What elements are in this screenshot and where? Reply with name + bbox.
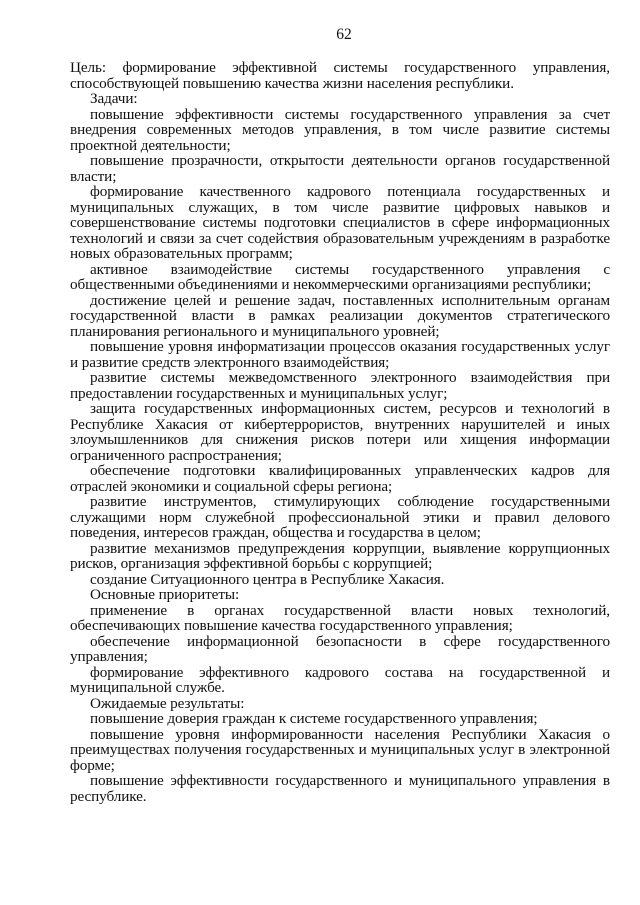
task-item: защита государственных информационных систем, ресурсов и технологий в Республике Хакасия от кибертеррористов, внутренних нарушителей и иных злоумышленников для снижения рисков потери или хищения информации ограниченного распространения; [70, 400, 610, 464]
task-item: повышение эффективности системы государственного управления за счет внедрения современных методов управления, в том числе развитие системы проектной деятельности; [70, 105, 610, 154]
task-item: развитие системы межведомственного электронного взаимодействия при предоставлении государственных и муниципальных услуг; [70, 369, 610, 402]
task-item: достижение целей и решение задач, поставленных исполнительным органам государственной власти в рамках реализации документов стратегического планирования регионального и муниципального уровней; [70, 291, 610, 340]
result-item: повышение уровня информированности населения Республики Хакасия о преимуществах получения государственных и муниципальных услуг в электронной форме; [70, 725, 610, 774]
priorities-heading: Основные приоритеты: [90, 586, 240, 603]
goal-paragraph: Цель: формирование эффективной системы государственного управления, способствующей повышению качества жизни населения республики. [70, 59, 610, 92]
priority-item: обеспечение информационной безопасности в сфере государственного управления; [70, 632, 610, 665]
priority-item: формирование эффективного кадрового состава на государственной и муниципальной службе. [70, 663, 610, 696]
task-item: повышение уровня информатизации процессов оказания государственных услуг и развитие средств электронного взаимодействия; [70, 338, 610, 371]
task-item: развитие механизмов предупреждения коррупции, выявление коррупционных рисков, организация эффективной борьбы с коррупцией; [70, 539, 610, 572]
task-item: развитие инструментов, стимулирующих соблюдение государственными служащими норм служебной профессиональной этики и правил делового поведения, интересов граждан, общества и государства в целом; [70, 493, 610, 541]
document-body [70, 60, 610, 804]
task-item: активное взаимодействие системы государственного управления с общественными объединениями и некоммерческими организациями республики; [70, 260, 610, 293]
priority-item: применение в органах государственной власти новых технологий, обеспечивающих повышение качества государственного управления; [70, 601, 610, 634]
task-item: создание Ситуационного центра в Республике Хакасия. [90, 570, 445, 588]
task-item: обеспечение подготовки квалифицированных управленческих кадров для отраслей экономики и социальной сферы региона; [70, 462, 610, 495]
result-item: повышение эффективности государственного и муниципального управления в республике. [70, 772, 610, 805]
tasks-heading: Задачи: [90, 90, 138, 107]
results-heading: Ожидаемые результаты: [90, 694, 245, 712]
task-item: повышение прозрачности, открытости деятельности органов государственной власти; [70, 152, 610, 185]
page-number: 62 [336, 26, 352, 43]
result-item: повышение доверия граждан к системе государственного управления; [90, 710, 538, 727]
task-item: формирование качественного кадрового потенциала государственных и муниципальных служащих, в том числе развитие цифровых навыков и совершенствование системы подготовки специалистов в сфере информационных технологий и связи за счет содействия образовательным учреждениям в разработке новых образовательных программ; [70, 183, 610, 262]
